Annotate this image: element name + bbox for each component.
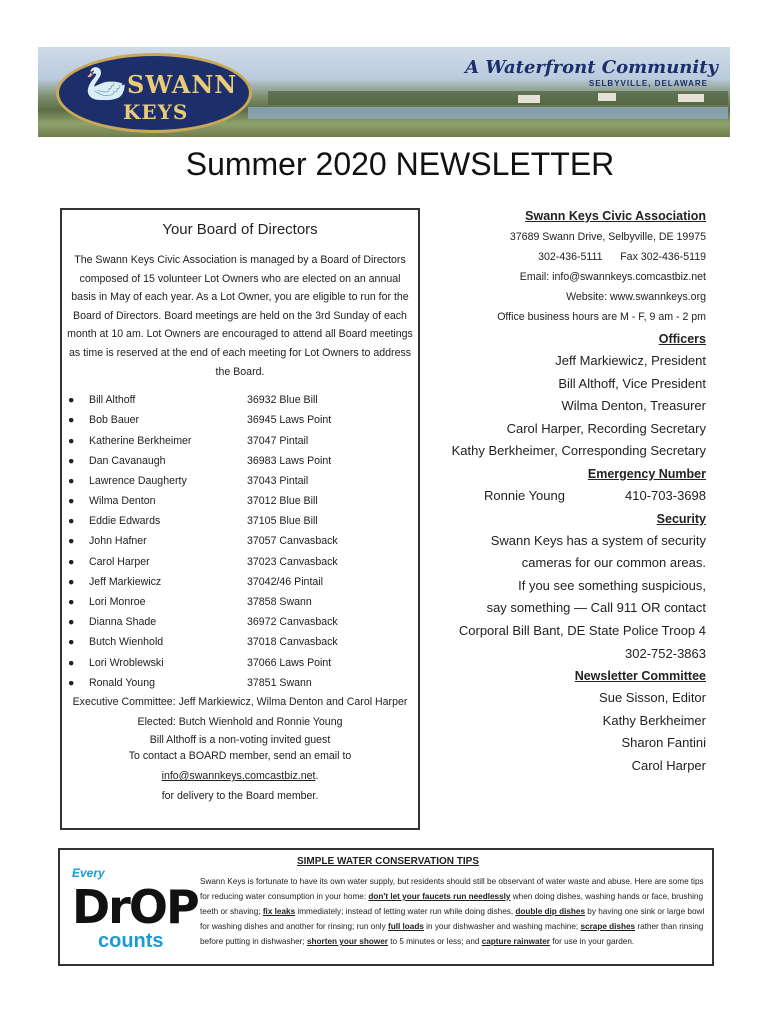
- member-address: 37012 Blue Bill: [247, 495, 318, 508]
- security-heading: Security: [656, 511, 706, 526]
- member-name: Wilma Denton: [89, 495, 156, 508]
- member-address: 37042/46 Pintail: [247, 575, 323, 588]
- swan-icon: 🦢: [85, 65, 128, 103]
- tips-text-1: Swann Keys is fortunate to have its own water supply, but residents should still be observant of water waste and abuse. Here are some tips for reducing water consumption in your home:: [200, 877, 704, 901]
- emergency-name: Ronnie Young: [484, 487, 565, 503]
- member-address: 37047 Pintail: [247, 434, 309, 447]
- tip-fix-leaks: fix leaks: [262, 907, 296, 916]
- guest-note: Bill Althoff is a non-voting invited guest: [149, 733, 331, 746]
- bullet-icon: ●: [68, 575, 75, 588]
- house-2: [598, 93, 616, 101]
- board-heading: Your Board of Directors: [162, 221, 318, 238]
- tip-faucets: don't let your faucets run needlessly: [368, 892, 511, 901]
- board-member-row: [62, 572, 418, 592]
- member-address: 37023 Canvasback: [247, 555, 338, 568]
- board-member-row: [62, 531, 418, 551]
- emergency-row: [430, 485, 706, 508]
- association-heading: Swann Keys Civic Association: [525, 209, 706, 223]
- bullet-icon: ●: [68, 656, 75, 669]
- bullet-icon: ●: [68, 495, 75, 508]
- emergency-phone: 410-703-3698: [625, 487, 706, 503]
- officer-line: Kathy Berkheimer, Corresponding Secretary: [451, 443, 706, 459]
- executive-committee: Executive Committee: Jeff Markiewicz, Wilma Denton and Carol Harper: [72, 695, 408, 708]
- officers-list: [430, 350, 706, 463]
- tips-text-2: when doing dishes, washing hands or face, brushing teeth or shaving;: [200, 892, 703, 916]
- member-address: 36945 Laws Point: [247, 414, 332, 427]
- bullet-icon: ●: [68, 414, 75, 427]
- tip-capture-rainwater: capture rainwater: [481, 937, 550, 946]
- house-1: [518, 95, 540, 103]
- bullet-icon: ●: [68, 596, 75, 609]
- committee-member: Sue Sisson, Editor: [599, 690, 706, 706]
- tips-text-4: by having one sink or large bowl for washing dishes and another for rinsing; run only: [200, 907, 705, 931]
- tips-text-8: for use in your garden.: [549, 937, 635, 946]
- member-address: 36983 Laws Point: [247, 454, 332, 467]
- security-text: [430, 530, 706, 666]
- member-name: John Hafner: [89, 535, 147, 548]
- association-address: 37689 Swann Drive, Selbyville, DE 19975: [509, 231, 706, 243]
- member-address: 36932 Blue Bill: [247, 394, 318, 407]
- bullet-icon: ●: [68, 535, 75, 548]
- tagline: A Waterfront Community: [465, 57, 718, 78]
- security-line: Swann Keys has a system of security: [490, 532, 706, 548]
- bullet-icon: ●: [68, 434, 75, 447]
- board-member-row: [62, 511, 418, 531]
- board-box: [60, 208, 420, 830]
- security-line: 302-752-3863: [625, 645, 706, 661]
- tip-shorten-shower: shorten your shower: [306, 937, 388, 946]
- member-address: 37057 Canvasback: [247, 535, 338, 548]
- location: SELBYVILLE, DELAWARE: [588, 79, 708, 88]
- house-3: [678, 94, 704, 102]
- member-name: Butch Wienhold: [89, 636, 164, 649]
- office-hours: Office business hours are M - F, 9 am - 2 pm: [497, 311, 706, 323]
- logo-line-1: SWANN: [127, 70, 238, 99]
- tips-text-6: rather than rinsing before putting in dishwasher;: [200, 922, 704, 946]
- security-line: If you see something suspicious,: [518, 577, 706, 593]
- board-member-row: [62, 390, 418, 410]
- security-line: Corporal Bill Bant, DE State Police Troop 4: [458, 622, 706, 638]
- email-suffix: .: [315, 769, 319, 782]
- water-tips-box: [58, 848, 714, 966]
- water-strip: [248, 107, 728, 119]
- tips-text-5: in your dishwasher and washing machine;: [423, 922, 581, 931]
- officers-heading: Officers: [658, 332, 706, 346]
- board-members-list: [62, 390, 418, 693]
- newsletter-committee-list: [430, 687, 706, 777]
- board-email-link[interactable]: info@swannkeys.comcastbiz.net: [161, 769, 316, 782]
- contact-note: To contact a BOARD member, send an email to: [128, 749, 352, 762]
- member-address: 37858 Swann: [247, 596, 312, 609]
- page-title: Summer 2020 NEWSLETTER: [185, 146, 615, 182]
- member-name: Katherine Berkheimer: [89, 434, 192, 447]
- association-website[interactable]: Website: www.swannkeys.org: [566, 291, 706, 303]
- logo-counts: counts: [98, 930, 164, 952]
- tips-text-3: immediately; instead of letting water run while doing dishes,: [295, 907, 516, 916]
- member-address: 37066 Laws Point: [247, 656, 332, 669]
- logo-drop: DrOP: [72, 880, 198, 934]
- association-phone: 302-436-5111: [538, 251, 603, 263]
- board-member-row: [62, 592, 418, 612]
- bullet-icon: ●: [68, 636, 75, 649]
- board-intro: The Swann Keys Civic Association is managed by a Board of Directors composed of 15 volunteer Lot Owners who are elected on an annual basis in May of each year. As a Lot Owner, you are eligible to run for the Board of Directors. Board meetings are held on the 3rd Sunday of each month at 10 am. Lot Owners are encouraged to attend all Board meetings as time is reserved at the end of each meeting for Lot Owners to address the Board.: [67, 254, 413, 378]
- member-name: Lawrence Daugherty: [89, 474, 187, 487]
- member-name: Ronald Young: [89, 676, 155, 689]
- tip-full-loads: full loads: [387, 922, 424, 931]
- board-member-row: [62, 431, 418, 451]
- committee-member: Kathy Berkheimer: [602, 712, 706, 728]
- officer-line: Carol Harper, Recording Secretary: [506, 420, 706, 436]
- bullet-icon: ●: [68, 555, 75, 568]
- member-name: Eddie Edwards: [89, 515, 161, 528]
- committee-member: Sharon Fantini: [621, 735, 706, 751]
- emergency-heading: Emergency Number: [587, 466, 706, 481]
- tip-double-dip: double dip dishes: [515, 907, 586, 916]
- tip-scrape-dishes: scrape dishes: [580, 922, 636, 931]
- bullet-icon: ●: [68, 515, 75, 528]
- member-name: Bob Bauer: [89, 414, 140, 427]
- association-fax: Fax 302-436-5119: [620, 251, 706, 263]
- officer-line: Jeff Markiewicz, President: [555, 353, 706, 368]
- tips-body: [200, 874, 706, 949]
- security-line: cameras for our common areas.: [521, 555, 706, 571]
- delivery-note: for delivery to the Board member.: [161, 789, 319, 802]
- member-name: Dan Cavanaugh: [89, 454, 166, 467]
- elected-note: Elected: Butch Wienhold and Ronnie Young: [137, 715, 343, 728]
- member-name: Lori Monroe: [89, 596, 146, 609]
- tips-text-7: to 5 minutes or less; and: [387, 937, 482, 946]
- member-name: Carol Harper: [89, 555, 150, 568]
- board-member-row: [62, 552, 418, 572]
- member-address: 36972 Canvasback: [247, 616, 338, 629]
- bullet-icon: ●: [68, 676, 75, 689]
- board-member-row: [62, 491, 418, 511]
- member-name: Bill Althoff: [89, 394, 136, 407]
- bullet-icon: ●: [68, 454, 75, 467]
- association-phones: [430, 247, 706, 267]
- bullet-icon: ●: [68, 394, 75, 407]
- board-member-row: [62, 451, 418, 471]
- board-member-row: [62, 632, 418, 652]
- bullet-icon: ●: [68, 616, 75, 629]
- board-member-row: [62, 410, 418, 430]
- member-address: 37105 Blue Bill: [247, 515, 318, 528]
- bullet-icon: ●: [68, 474, 75, 487]
- committee-member: Carol Harper: [631, 757, 706, 773]
- member-address: 37018 Canvasback: [247, 636, 338, 649]
- member-name: Dianna Shade: [89, 616, 157, 629]
- security-line: say something — Call 911 OR contact: [486, 600, 706, 616]
- member-name: Lori Wroblewski: [89, 656, 164, 669]
- board-member-row: [62, 653, 418, 673]
- right-column: [430, 205, 706, 778]
- board-member-row: [62, 471, 418, 491]
- board-footer: [68, 694, 412, 804]
- member-name: Jeff Markiewicz: [89, 575, 162, 588]
- shoreline: [268, 91, 728, 105]
- board-member-row: [62, 612, 418, 632]
- logo-line-2: KEYS: [123, 100, 189, 124]
- officer-line: Bill Althoff, Vice President: [558, 375, 706, 391]
- officer-line: Wilma Denton, Treasurer: [561, 398, 706, 414]
- swann-keys-logo: [56, 53, 252, 133]
- member-address: 37043 Pintail: [247, 474, 309, 487]
- board-member-row: [62, 673, 418, 693]
- association-email[interactable]: Email: info@swannkeys.comcastbiz.net: [519, 271, 706, 283]
- newsletter-heading: Newsletter Committee: [574, 669, 706, 684]
- logo-every: Every: [72, 866, 105, 880]
- every-drop-counts-logo: [68, 866, 198, 956]
- member-address: 37851 Swann: [247, 676, 312, 689]
- tips-heading: SIMPLE WATER CONSERVATION TIPS: [296, 856, 480, 867]
- header-banner: [38, 47, 730, 137]
